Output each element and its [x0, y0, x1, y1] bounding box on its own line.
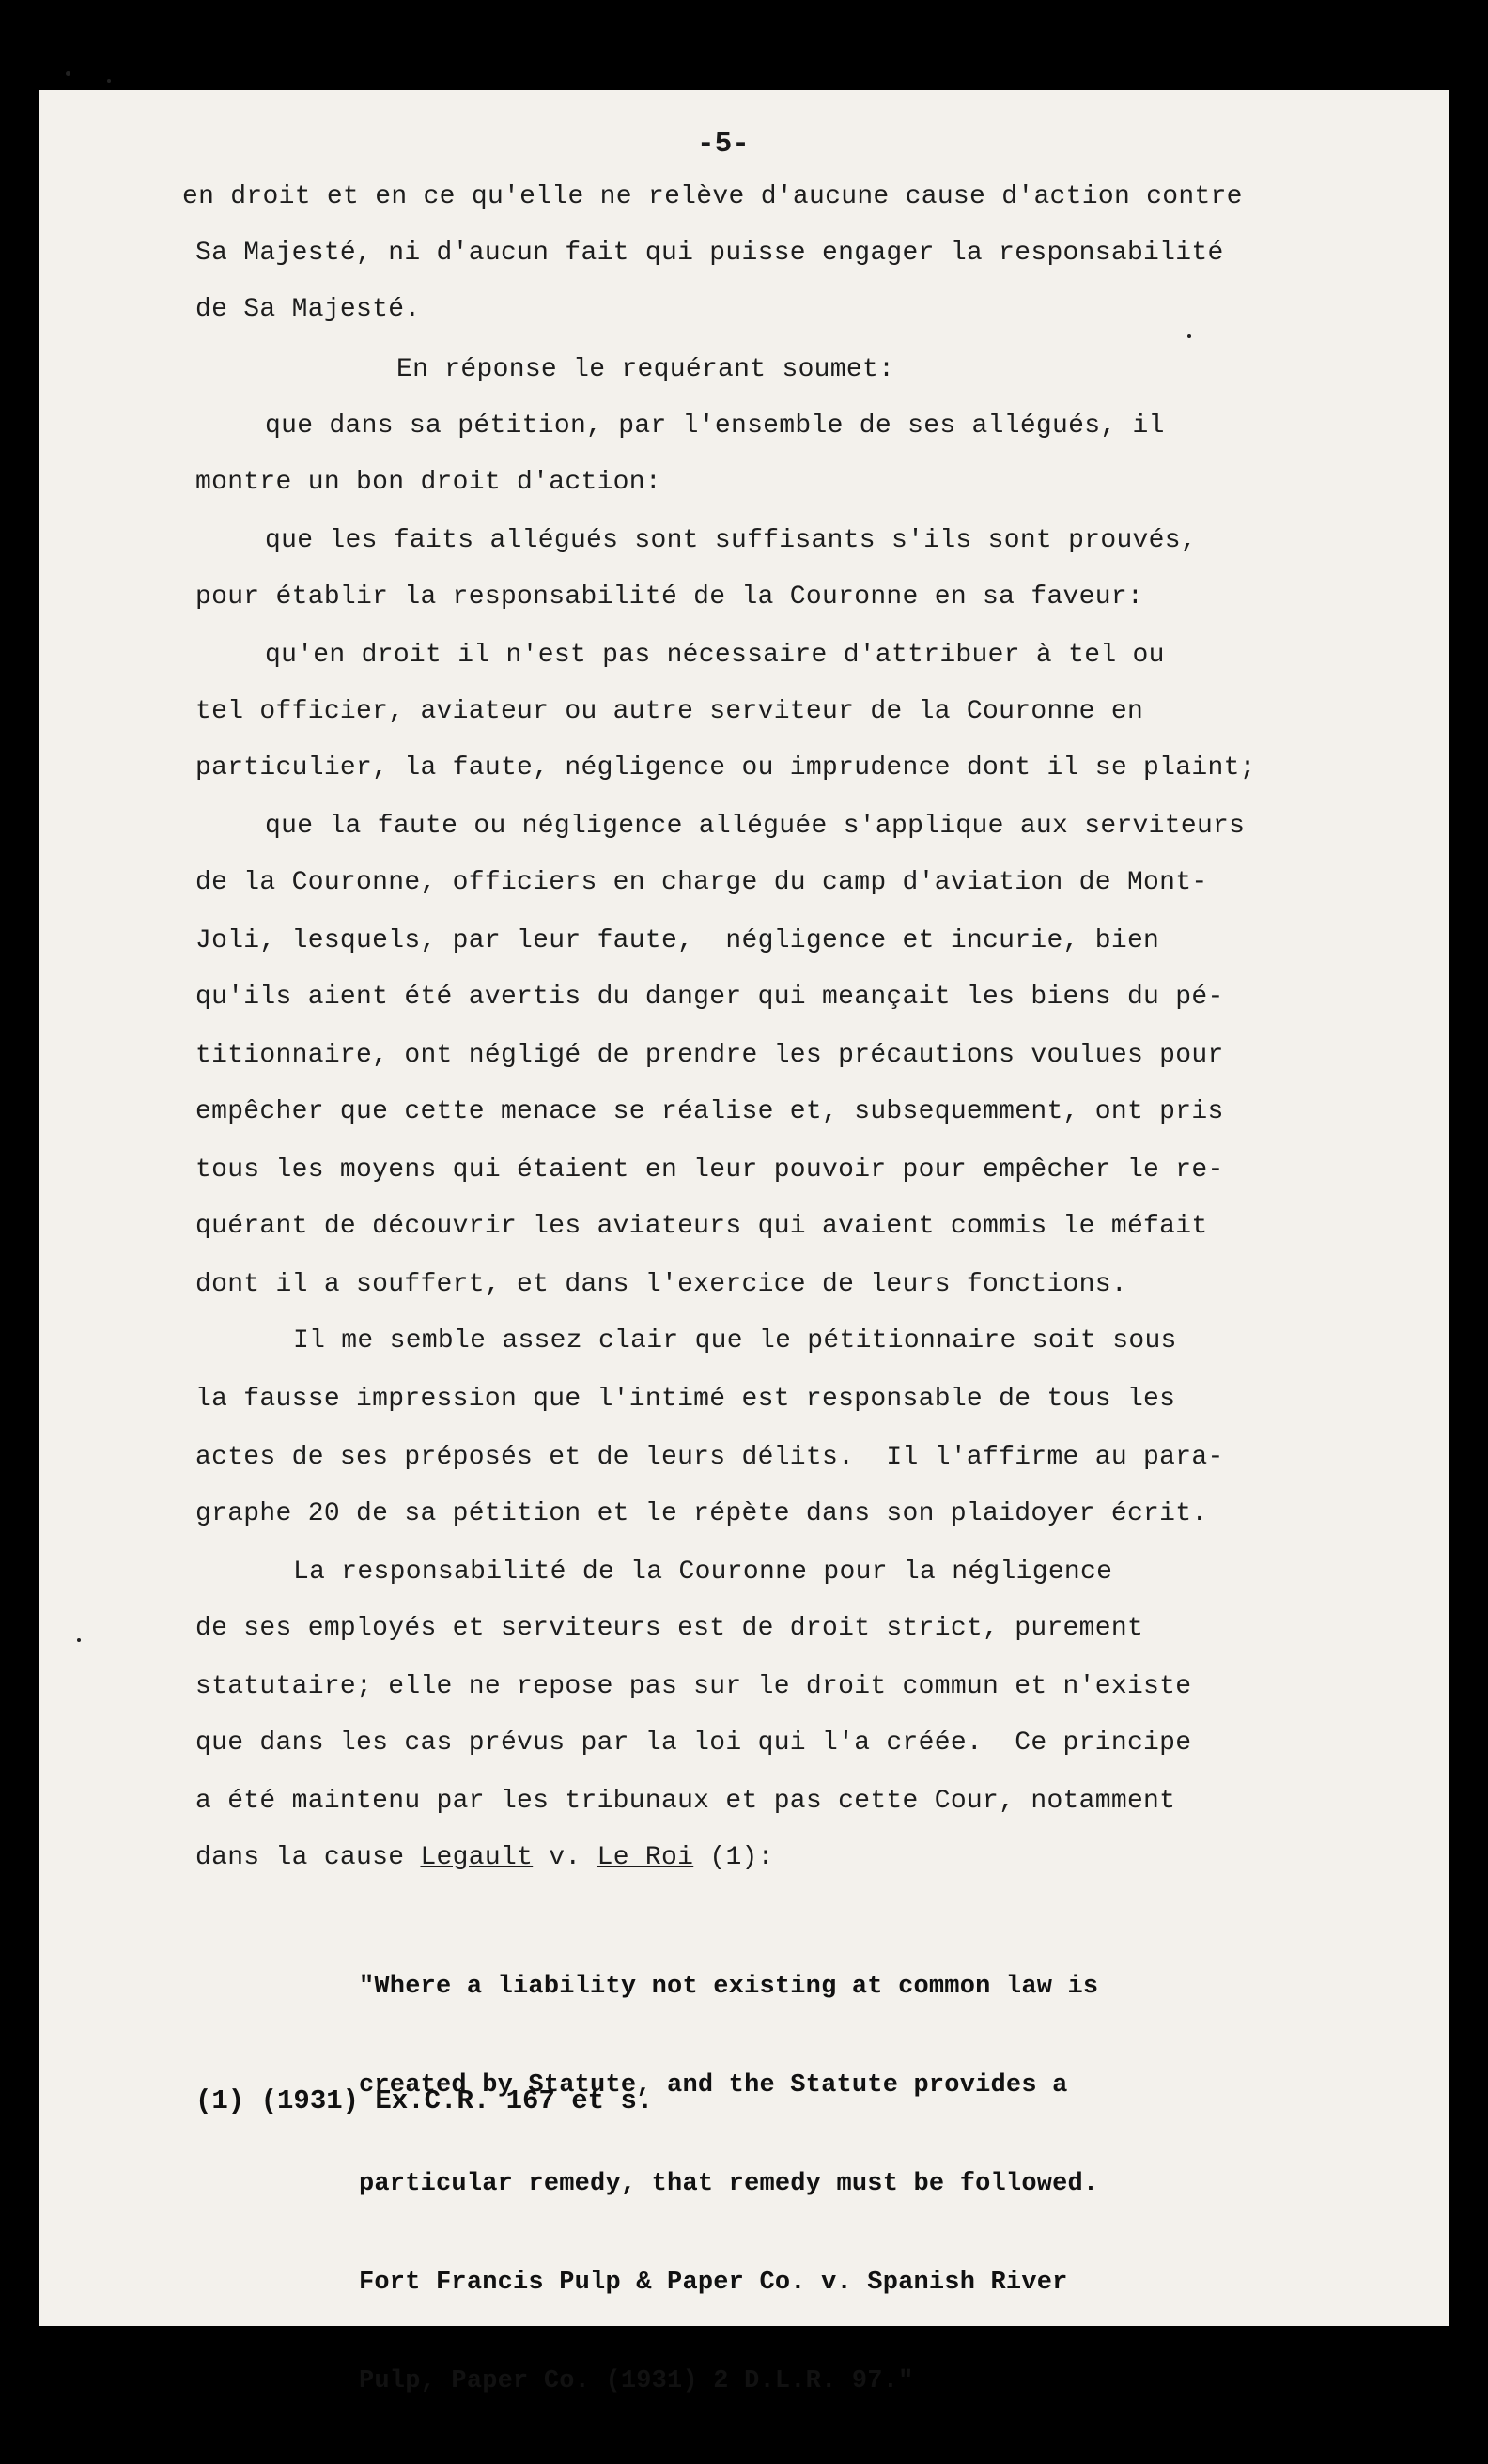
text-line: graphe 20 de sa pétition et le répète dans son plaidoyer écrit.	[195, 1499, 1208, 1528]
text-line: de Sa Majesté.	[195, 295, 421, 324]
quote-line: "Where a liability not existing at common law is	[359, 1973, 1099, 2001]
text-line: Joli, lesquels, par leur faute, négligence et incurie, bien	[195, 926, 1160, 955]
text-line: que les faits allégués sont suffisants s'ils sont prouvés,	[265, 526, 1197, 555]
case-citation-line	[195, 1843, 774, 1872]
text-line: de ses employés et serviteurs est de droit strict, purement	[195, 1614, 1144, 1643]
text-line: Il me semble assez clair que le pétitionnaire soit sous	[293, 1326, 1177, 1356]
page-number: -5-	[697, 128, 750, 161]
scan-speck	[107, 79, 111, 83]
text-line: qu'en droit il n'est pas nécessaire d'attribuer à tel ou	[265, 641, 1165, 670]
document-page	[39, 90, 1449, 2395]
quote-line: Pulp, Paper Co. (1931) 2 D.L.R. 97."	[359, 2367, 914, 2395]
text-line: en droit et en ce qu'elle ne relève d'aucune cause d'action contre	[182, 182, 1243, 211]
text-line: que dans sa pétition, par l'ensemble de ses allégués, il	[265, 411, 1165, 441]
text-line: En réponse le requérant soumet:	[396, 355, 895, 384]
text-line: Sa Majesté, ni d'aucun fait qui puisse engager la responsabilité	[195, 239, 1224, 268]
text-line: tous les moyens qui étaient en leur pouvoir pour empêcher le re-	[195, 1155, 1224, 1185]
text-line: empêcher que cette menace se réalise et, subsequemment, ont pris	[195, 1097, 1224, 1126]
case-suffix: (1):	[693, 1843, 774, 1872]
text-line: tel officier, aviateur ou autre serviteur de la Couronne en	[195, 697, 1144, 726]
scan-speck	[1187, 334, 1191, 338]
case-party-1: Legault	[420, 1843, 534, 1872]
text-line: statutaire; elle ne repose pas sur le droit commun et n'existe	[195, 1672, 1192, 1701]
text-line: montre un bon droit d'action:	[195, 468, 661, 497]
quote-line: created by Statute, and the Statute provides a	[359, 2071, 1068, 2100]
quote-line: Fort Francis Pulp & Paper Co. v. Spanish River	[359, 2269, 1068, 2297]
text-line: qu'ils aient été avertis du danger qui meançait les biens du pé-	[195, 983, 1224, 1012]
text-line: que la faute ou négligence alléguée s'applique aux serviteurs	[265, 812, 1246, 841]
block-quote	[359, 1905, 1098, 2464]
text-line: quérant de découvrir les aviateurs qui avaient commis le méfait	[195, 1212, 1208, 1241]
text-line: a été maintenu par les tribunaux et pas cette Cour, notamment	[195, 1787, 1176, 1816]
text-line: de la Couronne, officiers en charge du camp d'aviation de Mont-	[195, 868, 1208, 897]
text-line: dont il a souffert, et dans l'exercice de leurs fonctions.	[195, 1270, 1127, 1299]
text-line: titionnaire, ont négligé de prendre les précautions voulues pour	[195, 1041, 1224, 1070]
quote-line: particular remedy, that remedy must be followed.	[359, 2170, 1099, 2198]
case-prefix: dans la cause	[195, 1843, 421, 1872]
text-line: pour établir la responsabilité de la Couronne en sa faveur:	[195, 582, 1144, 612]
text-line: que dans les cas prévus par la loi qui l'a créée. Ce principe	[195, 1728, 1192, 1758]
scan-speck	[66, 71, 70, 76]
scan-speck	[77, 1638, 81, 1642]
text-line: actes de ses préposés et de leurs délits. Il l'affirme au para-	[195, 1443, 1224, 1472]
case-middle: v.	[533, 1843, 597, 1872]
text-line: la fausse impression que l'intimé est responsable de tous les	[195, 1385, 1176, 1414]
text-line: La responsabilité de la Couronne pour la négligence	[293, 1557, 1113, 1587]
footnote: (1) (1931) Ex.C.R. 167 et s.	[195, 2085, 654, 2116]
case-party-2: Le Roi	[597, 1843, 694, 1872]
text-line: particulier, la faute, négligence ou imprudence dont il se plaint;	[195, 753, 1256, 783]
